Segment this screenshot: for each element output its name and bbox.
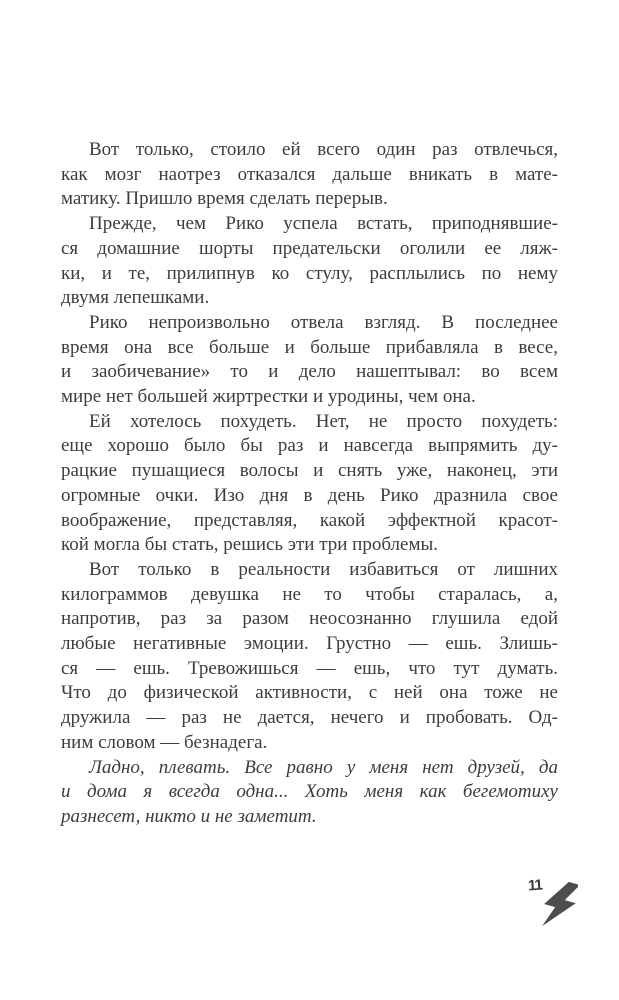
page-number: 11 [527,876,543,895]
text-line: Вот только в реальности избавиться от лишних [89,558,558,580]
paragraph [61,410,558,558]
paragraph [61,138,558,212]
text-line: рацкие пушащиеся волосы и снять уже, наконец, эти [61,460,558,482]
text-line: мире нет большей жиртрестки и уродины, чем она. [61,386,476,408]
text-line: как мозг наотрез отказался дальше вникать в мате- [61,163,558,185]
text-line: воображение, представляя, какой эффектной красот- [61,509,558,531]
text-line: ся — ешь. Тревожишься — ешь, что тут думать. [61,657,558,679]
text-line: Ей хотелось похудеть. Нет, не просто похудеть: [89,410,558,432]
text-line: огромные очки. Изо дня в день Рико дразнила свое [61,484,558,506]
text-line: двумя лепешками. [61,287,210,309]
paragraph [61,311,558,410]
text-line: разнесет, никто и не заметит. [61,805,317,827]
text-line: еще хорошо было бы раз и навсегда выпрямить ду- [61,435,558,457]
text-line: Прежде, чем Рико успела встать, приподнявшие- [89,213,558,235]
text-line: время она все больше и больше прибавляла в весе, [61,336,558,358]
text-line: ним словом — безнадега. [61,731,268,753]
text-line: ся домашние шорты предательски оголили ее ляж- [61,237,558,259]
text-line: дружила — раз не дается, нечего и пробовать. Од- [61,707,558,729]
text-line: килограммов девушка не то чтобы старалась, а, [61,583,558,605]
paragraph [61,558,558,756]
text-line: и заобичевание» то и дело нашептывал: во всем [61,361,558,383]
paragraph [61,212,558,311]
paragraph-inner-monologue [61,756,558,830]
text-line: любые негативные эмоции. Грустно — ешь. Злишь- [61,633,558,655]
text-line: Рико непроизвольно отвела взгляд. В последнее [89,311,558,333]
text-line: Вот только, стоило ей всего один раз отвлечься, [89,139,558,160]
text-line: и дома я всегда одна... Хоть меня как бегемотиху [61,781,558,803]
text-line: Что до физической активности, с ней она тоже не [61,682,558,704]
text-line: матику. Пришло время сделать перерыв. [61,188,388,210]
text-line: напротив, раз за разом неосознанно глушила едой [61,608,558,630]
text-block [61,138,558,830]
text-line: ки, и те, прилипнув ко стулу, расплылись по нему [61,262,558,284]
text-line: Ладно, плевать. Все равно у меня нет друзей, да [89,756,558,778]
text-line: кой могла бы стать, решись эти три проблемы. [61,534,438,556]
page-footer [526,876,582,930]
lightning-bolt-icon [540,880,578,935]
